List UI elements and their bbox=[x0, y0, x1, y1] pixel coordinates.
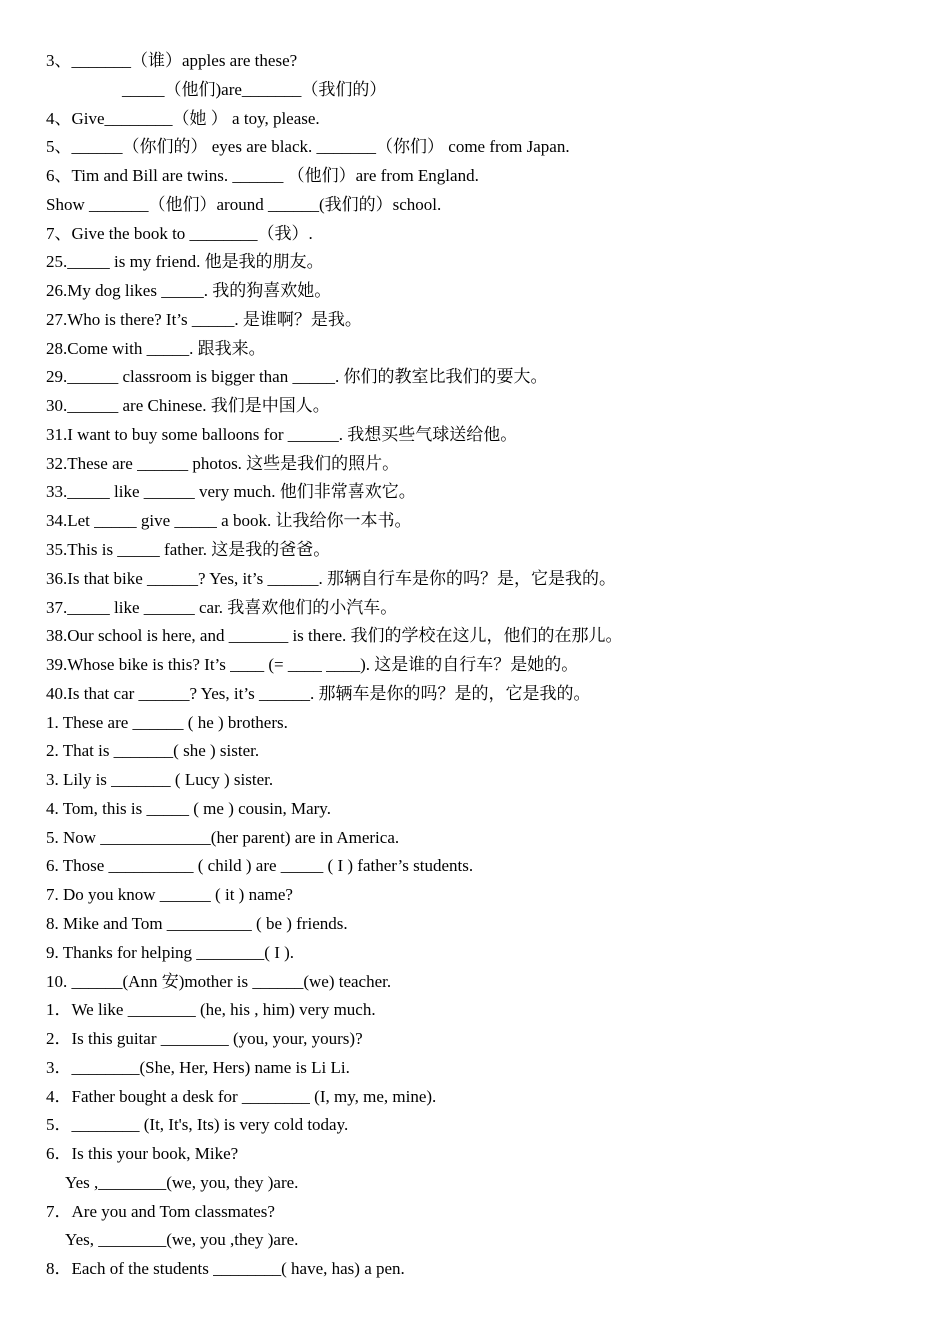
worksheet-line: Show _______（他们）around ______(我们的）school. bbox=[46, 194, 442, 214]
worksheet-line: 6．Is this your book, Mike? bbox=[46, 1144, 239, 1164]
worksheet-line: 28.Come with _____. 跟我来。 bbox=[46, 338, 266, 358]
worksheet-line: 33._____ like ______ very much. 他们非常喜欢它。 bbox=[46, 482, 416, 502]
worksheet-line: 10. ______(Ann 安)mother is ______(we) teacher. bbox=[46, 971, 392, 991]
worksheet-line: Yes, ________(we, you ,they )are. bbox=[65, 1230, 299, 1250]
worksheet-line: 36.Is that bike ______? Yes, it’s ______. 那辆自行车是你的吗？是，它是我的。 bbox=[46, 568, 616, 588]
worksheet-line: 27.Who is there? It’s _____. 是谁啊？是我。 bbox=[46, 309, 362, 329]
worksheet-line: 4．Father bought a desk for ________ (I, my, me, mine). bbox=[46, 1086, 437, 1106]
worksheet-line: 5．________ (It, It's, Its) is very cold today. bbox=[46, 1115, 349, 1135]
worksheet-line: 31.I want to buy some balloons for ______. 我想买些气球送给他。 bbox=[46, 424, 518, 444]
worksheet-line: 8．Each of the students ________( have, has) a pen. bbox=[46, 1259, 405, 1279]
worksheet-page bbox=[46, 47, 926, 1284]
worksheet-line: 3. Lily is _______ ( Lucy ) sister. bbox=[46, 770, 274, 790]
worksheet-line: Yes ,________(we, you, they )are. bbox=[65, 1172, 299, 1192]
worksheet-line: 5. Now _____________(her parent) are in America. bbox=[46, 827, 400, 847]
worksheet-line: 25._____ is my friend. 他是我的朋友。 bbox=[46, 252, 324, 272]
worksheet-line: 7. Do you know ______ ( it ) name? bbox=[46, 885, 293, 905]
worksheet-line: 3、_______（谁）apples are these? bbox=[46, 51, 298, 70]
worksheet-line: 32.These are ______ photos. 这些是我们的照片。 bbox=[46, 453, 400, 473]
worksheet-line: 4. Tom, this is _____ ( me ) cousin, Mary. bbox=[46, 798, 331, 818]
worksheet-line: 7．Are you and Tom classmates? bbox=[46, 1201, 275, 1221]
worksheet-line: 34.Let _____ give _____ a book. 让我给你一本书。 bbox=[46, 511, 412, 531]
worksheet-line: 37._____ like ______ car. 我喜欢他们的小汽车。 bbox=[46, 597, 398, 617]
worksheet-line: 35.This is _____ father. 这是我的爸爸。 bbox=[46, 540, 331, 560]
worksheet-line: 2. That is _______( she ) sister. bbox=[46, 741, 260, 761]
worksheet-line: 9. Thanks for helping ________( I ). bbox=[46, 942, 295, 962]
worksheet-line: 6. Those __________ ( child ) are _____ ( I ) father’s students. bbox=[46, 856, 474, 876]
worksheet-line: 38.Our school is here, and _______ is there. 我们的学校在这儿，他们的在那儿。 bbox=[46, 626, 623, 646]
worksheet-line: 7、Give the book to ________（我）. bbox=[46, 223, 313, 243]
worksheet-line: _____（他们)are_______（我们的） bbox=[122, 79, 387, 99]
worksheet-line: 26.My dog likes _____. 我的狗喜欢她。 bbox=[46, 281, 332, 301]
worksheet-line: 29.______ classroom is bigger than _____. 你们的教室比我们的要大。 bbox=[46, 367, 548, 387]
worksheet-line: 5、______（你们的） eyes are black. _______（你们） come from Japan. bbox=[46, 137, 570, 157]
worksheet-line: 30.______ are Chinese. 我们是中国人。 bbox=[46, 396, 330, 416]
worksheet-line: 39.Whose bike is this? It’s ____ (= ____ ____). 这是谁的自行车？是她的。 bbox=[46, 655, 579, 675]
worksheet-line: 1. These are ______ ( he ) brothers. bbox=[46, 712, 288, 732]
worksheet-line: 8. Mike and Tom __________ ( be ) friends. bbox=[46, 913, 348, 933]
worksheet-line: 3．________(She, Her, Hers) name is Li Li. bbox=[46, 1057, 350, 1077]
worksheet-line: 4、Give________（她 ） a toy, please. bbox=[46, 108, 320, 128]
worksheet-line: 40.Is that car ______? Yes, it’s ______. 那辆车是你的吗？是的，它是我的。 bbox=[46, 683, 591, 703]
worksheet-line: 1．We like ________ (he, his , him) very much. bbox=[46, 1000, 376, 1020]
worksheet-line: 6、Tim and Bill are twins. ______ （他们）are from England. bbox=[46, 166, 479, 186]
worksheet-line: 2．Is this guitar ________ (you, your, yours)? bbox=[46, 1029, 363, 1049]
